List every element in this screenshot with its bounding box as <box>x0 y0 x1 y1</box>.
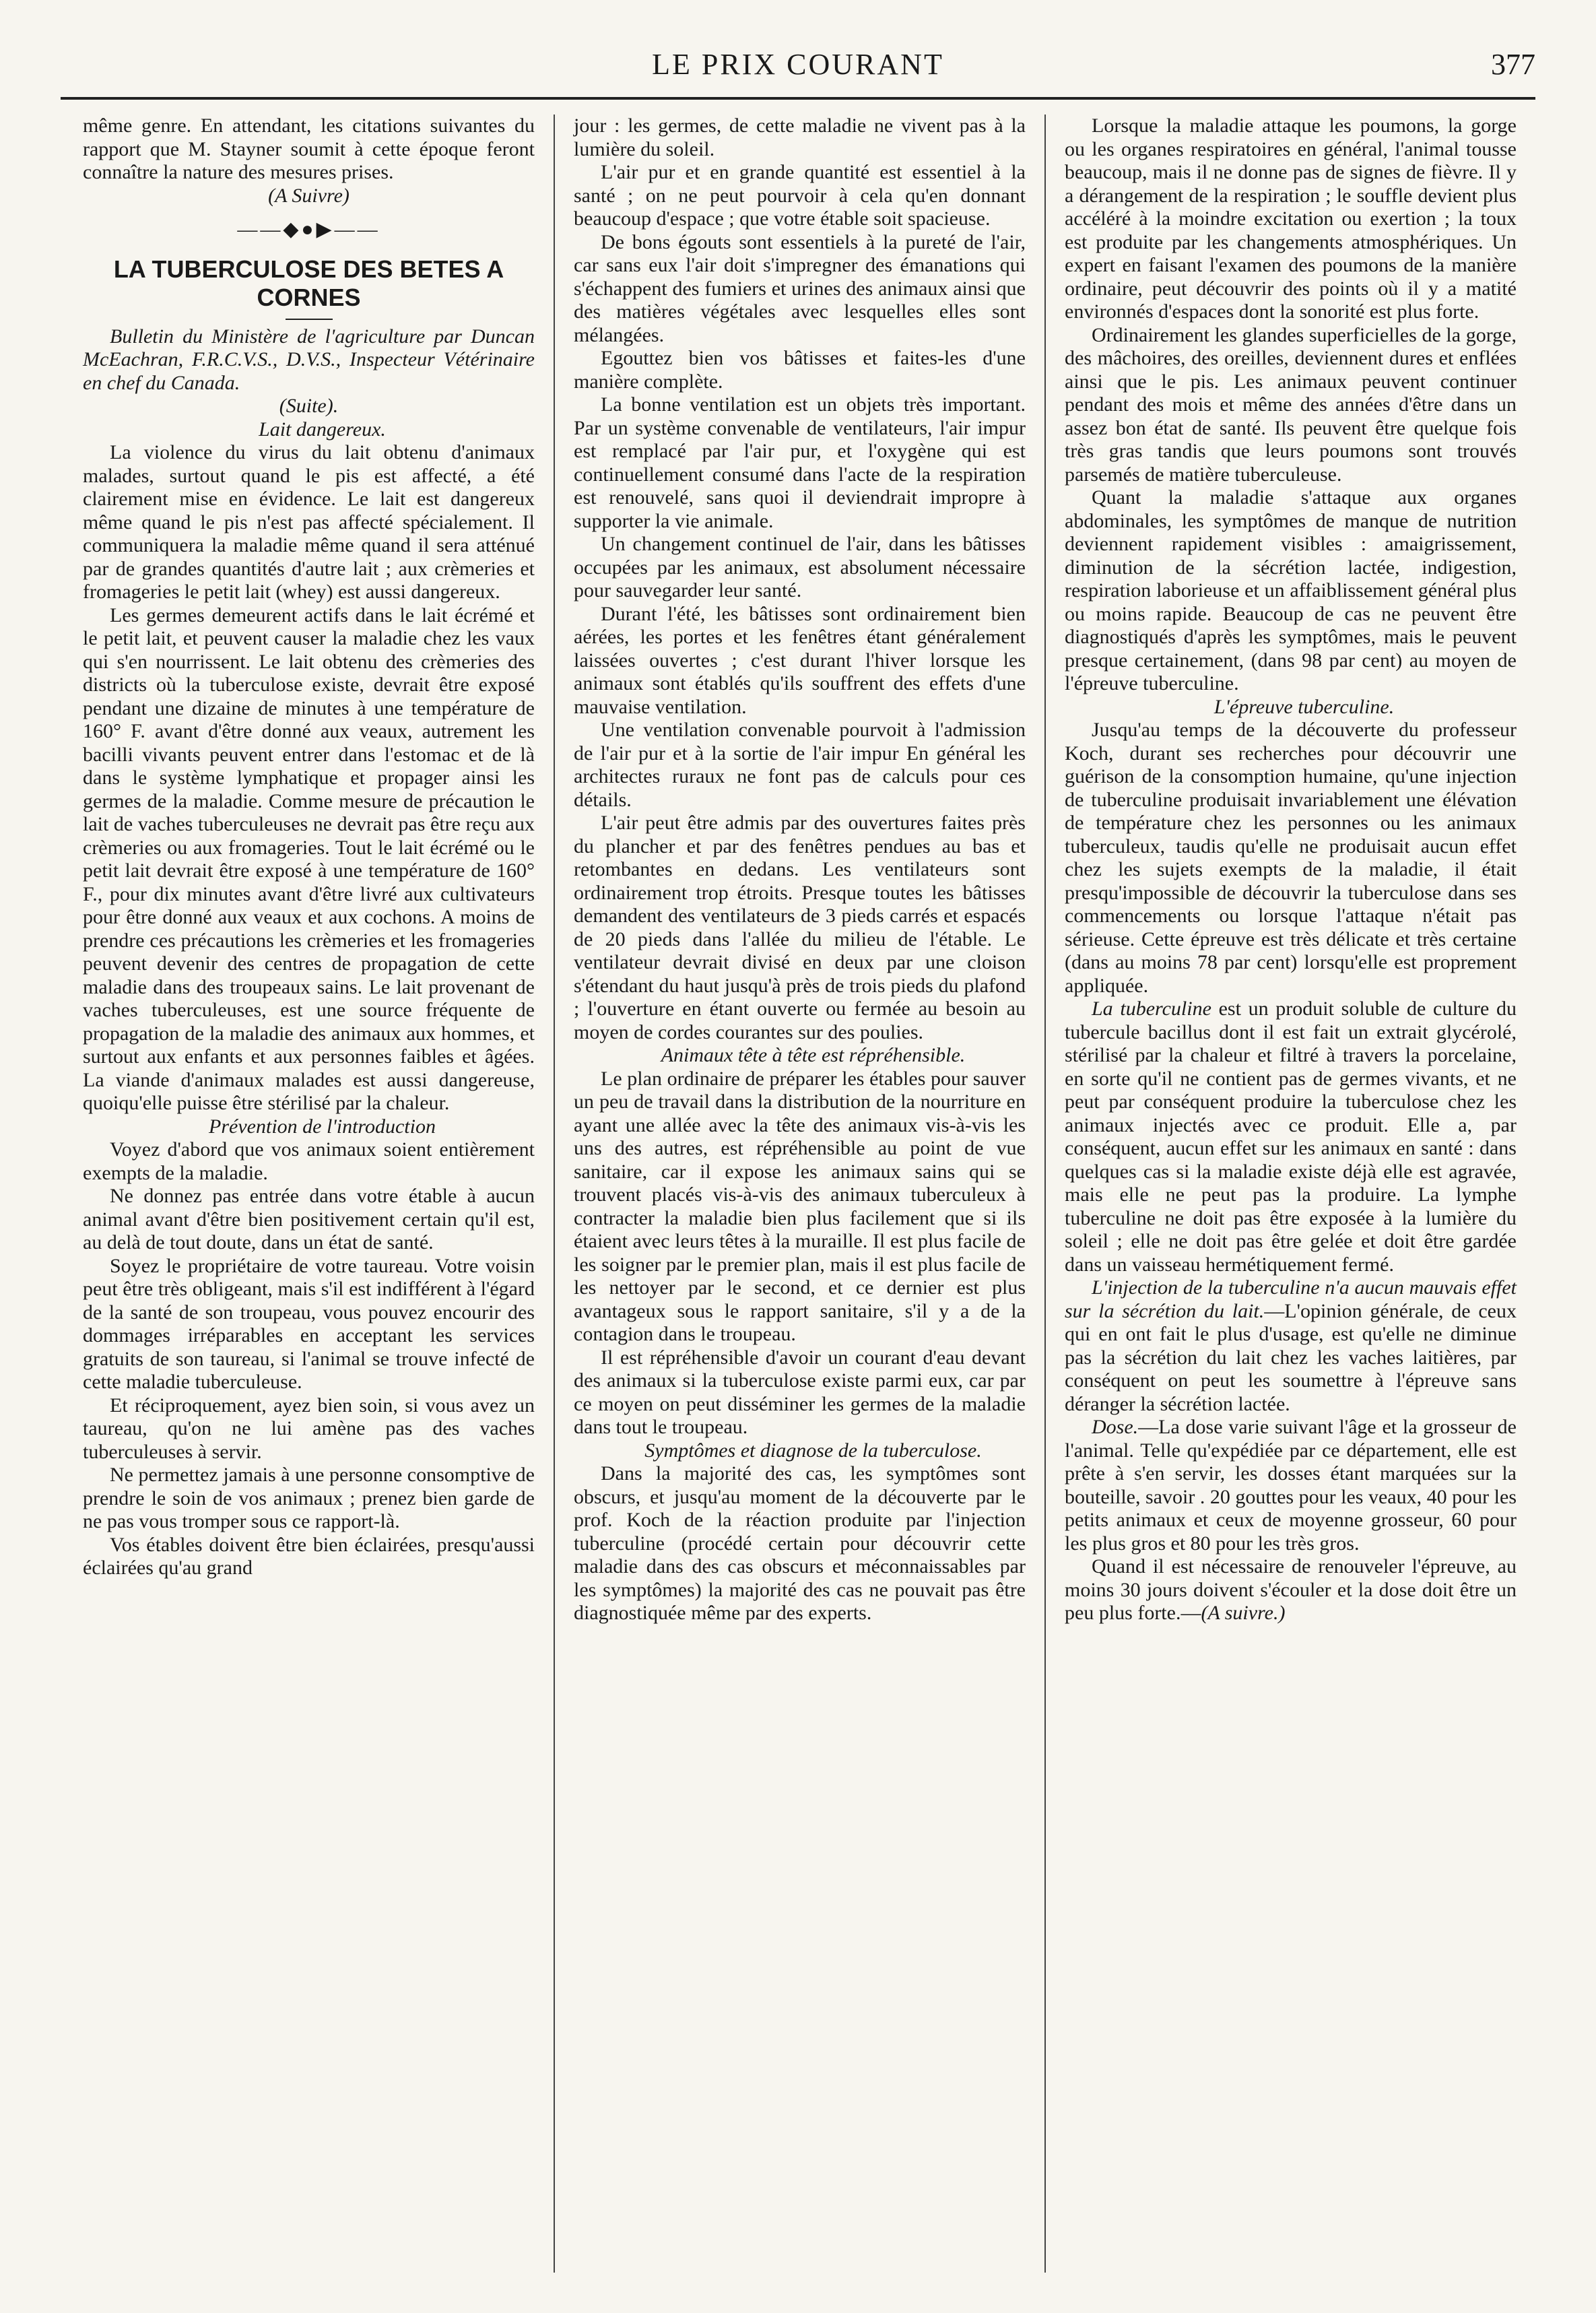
continued-note: (A Suivre) <box>268 184 350 207</box>
lead-in: L'injection de la tuberculine n'a aucun mauvais effet sur la sécrétion du lait. <box>1065 1276 1517 1322</box>
paragraph: Egouttez bien vos bâtisses et faites-les d'une manière complète. <box>574 347 1026 393</box>
paragraph <box>1065 1276 1517 1416</box>
title-rule <box>286 319 333 320</box>
paragraph: De bons égouts sont essentiels à la pureté de l'air, car sans eux l'air doit s'impregner des émanations qui s'échappent des fumiers et urines des animaux ainsi que des matières végétales avec lesquelles elles sont mélangées. <box>574 230 1026 346</box>
paragraph <box>1065 1416 1517 1555</box>
subheading: Animaux tête à tête est répréhensible. <box>661 1044 966 1066</box>
article-byline: Bulletin du Ministère de l'agriculture par Duncan McEachran, F.R.C.V.S., D.V.S., Inspecteur Vétérinaire en chef du Canada. <box>83 325 535 394</box>
column-2 <box>554 115 1044 2273</box>
paragraph <box>1065 998 1517 1276</box>
paragraph: La violence du virus du lait obtenu d'animaux malades, surtout quand le pis est affecté, a été clairement mise en évidence. Le lait est dangereux même quand le pis n'est pas affecté spécialement. Il communiquera la maladie même quand il sera atténué par de grandes quantités d'autre lait ; aux crèmeries et fromageries le petit lait (whey) est aussi dangereux. <box>83 441 535 603</box>
lead-in: Dose. <box>1092 1416 1139 1438</box>
paragraph <box>1065 1555 1517 1625</box>
lead-in: La tuberculine <box>1092 998 1211 1020</box>
page-header <box>61 42 1535 89</box>
paragraph: Et réciproquement, ayez bien soin, si vous avez un taureau, qu'on ne lui amène pas des vaches tuberculeuses à servir. <box>83 1394 535 1463</box>
paragraph-text: —L'opinion générale, de ceux qui en ont fait le plus d'usage, est qu'elle ne diminue pas la sécrétion du lait chez les vaches laitières, par conséquent on peut les soumettre à l'épreuve sans déranger la sécrétion lactée. <box>1065 1299 1517 1415</box>
page-number: 377 <box>1491 48 1535 81</box>
paragraph: Durant l'été, les bâtisses sont ordinairement bien aérées, les portes et les fenêtres étant généralement laissées ouvertes ; c'est durant l'hiver lorsque les animaux sont établés qu'ils souffrent des effets d'une mauvaise ventilation. <box>574 602 1026 718</box>
column-1 <box>64 115 554 2273</box>
paragraph: L'air peut être admis par des ouvertures faites près du plancher et par des fenêtres pendues au bas et retombantes en dedans. Les ventilateurs sont ordinairement trop étroits. Presque toutes les bâtisses demandent des ventilateurs de 3 pieds carrés et espacés de 20 pieds dans l'allée du milieu de l'étable. Le ventilateur devrait divisé en deux par une cloison s'étendant du haut jusqu'à près de trois pieds du plafond ; l'ouverture en étant ouverte ou fermée au besoin au moyen de cordes courantes sur des poulies. <box>574 812 1026 1043</box>
paragraph: Voyez d'abord que vos animaux soient entièrement exempts de la maladie. <box>83 1138 535 1184</box>
paragraph: Le plan ordinaire de préparer les étables pour sauver un peu de travail dans la distribution de la nourriture en ayant une allée avec la tête des animaux vis-à-vis les uns des autres, est répréhensible au point de vue sanitaire, car il expose les animaux sains qui se trouvent placés vis-à-vis des animaux tuberculeux à contracter la maladie bien plus facilement que si ils étaient avec leurs têtes à la muraille. Il est plus facile de les soigner par le premier plan, mais il est plus facile de les nettoyer par le second, et ce dernier est plus avantageux sous le rapport sanitaire, s'il y a de la contagion dans le troupeau. <box>574 1067 1026 1345</box>
paragraph: Jusqu'au temps de la découverte du professeur Koch, durant ses recherches pour découvrir une guérison de la consomption humaine, qu'une injection de tuberculine produisait invariablement une élévation de température chez les personnes ou les animaux tuberculeux, taudis qu'elle ne produisait aucun effet chez les sujets exempts de la maladie, il était presqu'impossible de découvrir la tuberculose dans ses commencements ou lorsque l'attaque n'était pas sérieuse. Cette épreuve est très délicate et très certaine (dans au moins 78 par cent) lorsqu'elle est proprement appliquée. <box>1065 719 1517 997</box>
continued-note: (A suivre.) <box>1201 1602 1286 1624</box>
paragraph: Quant la maladie s'attaque aux organes abdominales, les symptômes de manque de nutrition deviennent rapidement visibles : amaigrissement, diminution de la sécrétion lactée, indigestion, respiration laborieuse et un affaiblissement général plus ou moins rapide. Beaucoup de cas ne peuvent être diagnostiqués d'après les symptômes, mais le peuvent presque certainement, (dans 98 par cent) au moyen de l'épreuve tuberculine. <box>1065 486 1517 694</box>
paragraph: Les germes demeurent actifs dans le lait écrémé et le petit lait, et peuvent causer la maladie chez les vaux qui s'en nourrissent. Le lait obtenu des crèmeries des districts où la tuberculose existe, devrait être exposé pendant une dizaine de minutes à une température de 160° F. avant d'être donné aux veaux, autrement les bacilli vivants peuvent entrer dans l'estomac et de là dans le système lymphatique et propager ainsi les germes de la maladie. Comme mesure de précaution le lait de vaches tuberculeuses ne devrait pas être reçu aux crèmeries ou aux fromageries. Tout le lait écrémé ou le petit lait devrait être exposé à une température de 160° F., pour dix minutes avant d'être livré aux cultivateurs pour être donné aux veaux et aux cochons. A moins de prendre ces précautions les crèmeries et les fromageries peuvent devenir des centres de propagation de cette maladie dans des troupeaux sains. Le lait provenant de vaches tuberculeuses, est une source fréquente de propagation de la maladie des animaux aux hommes, et surtout aux enfants et aux personnes faibles et âgées. La viande d'animaux malades est aussi dangereuse, quoiqu'elle puisse être stérilisé par la chaleur. <box>83 604 535 1114</box>
paragraph: même genre. En attendant, les citations suivantes du rapport que M. Stayner soumit à cette époque feront connaître la nature des mesures prises. <box>83 115 535 183</box>
publication-title: LE PRIX COURANT <box>652 48 944 81</box>
paragraph: Dans la majorité des cas, les symptômes sont obscurs, et jusqu'au moment de la découverte par le prof. Koch de la réaction produite par l'injection tuberculine (procédé certain pour découvrir cette maladie dans des cas obscurs et méconnaissables par les symptômes) la majorité des cas ne pouvait pas être diagnostiquée même par des experts. <box>574 1462 1026 1624</box>
paragraph: Une ventilation convenable pourvoit à l'admission de l'air pur et à la sortie de l'air impur En général les architectes ruraux ne font pas de calculs pour ces détails. <box>574 719 1026 811</box>
paragraph: Il est répréhensible d'avoir un courant d'eau devant des animaux si la tuberculose existe parmi eux, car par ce moyen on peut disséminer les germes de la maladie dans tout le troupeau. <box>574 1346 1026 1438</box>
paragraph: La bonne ventilation est un objets très important. Par un système convenable de ventilateurs, l'air impur est remplacé par l'air pur, et l'oxygène qui est continuellement consumé dans l'acte de la respiration est renouvelé, sans quoi il deviendrait impropre à supporter la vie animale. <box>574 393 1026 532</box>
paragraph: Un changement continuel de l'air, dans les bâtisses occupées par les animaux, est absolument nécessaire pour sauvegarder leur santé. <box>574 533 1026 601</box>
subheading: Symptômes et diagnose de la tuberculose. <box>644 1439 982 1462</box>
paragraph: Lorsque la maladie attaque les poumons, la gorge ou les organes respiratoires en général, l'animal tousse beaucoup, mais il ne donne pas de signes de fièvre. Il y a dérangement de la respiration ; le souffle devient plus accéléré à la moindre excitation ou exertion ; la toux est produite par les changements atmosphériques. Un expert en faisant l'examen des poumons de la manière ordinaire, peut découvrir des points où il y a matité environnés d'espaces dont la sonorité est plus forte. <box>1065 115 1517 323</box>
paragraph: Ne donnez pas entrée dans votre étable à aucun animal avant d'être bien positivement certain qu'il est, au delà de tout doute, dans un état de santé. <box>83 1185 535 1253</box>
paragraph: Vos étables doivent être bien éclairées, presqu'aussi éclairées qu'au grand <box>83 1533 535 1579</box>
subheading: L'épreuve tuberculine. <box>1213 695 1395 718</box>
paragraph-text: —La dose varie suivant l'âge et la grosseur de l'animal. Telle qu'expédiée par ce département, elle est prête à s'en servir, les dosses étant marquées sur la bouteille, savoir . 20 gouttes pour les veaux, 40 pour les petits animaux et ceux de moyenne grosseur, 60 pour les plus gros et 80 pour les très gros. <box>1065 1416 1517 1555</box>
column-3 <box>1044 115 1535 2273</box>
paragraph: Soyez le propriétaire de votre taureau. Votre voisin peut être très obligeant, mais s'il est indifférent à l'égard de la santé de son troupeau, vous pouvez encourir des dommages irréparables en acceptant les services gratuits de son taureau, si l'animal se trouve infecté de cette maladie tuberculeuse. <box>83 1254 535 1393</box>
article-title: LA TUBERCULOSE DES BETES A CORNES <box>113 255 504 311</box>
suite-note: (Suite). <box>279 395 339 417</box>
paragraph: Ne permettez jamais à une personne consomptive de prendre le soin de vos animaux ; prenez bien garde de ne pas vous tromper sous ce rapport-là. <box>83 1464 535 1532</box>
subheading: Lait dangereux. <box>259 418 386 441</box>
text-columns <box>64 115 1535 2273</box>
paragraph-text: Quand il est nécessaire de renouveler l'épreuve, au moins 30 jours doivent s'écouler et la dose doit être un peu plus forte.— <box>1065 1555 1517 1624</box>
paragraph: Ordinairement les glandes superficielles de la gorge, des mâchoires, des oreilles, deviennent dures et enflées ainsi que le pis. Les animaux peuvent continuer pendant des mois et même des années d'être dans un assez bon état de santé. Ils peuvent être quelque fois très gras tandis que leurs poumons sont trouvés parsemés de matière tuberculeuse. <box>1065 323 1517 486</box>
header-rule <box>61 97 1535 100</box>
paragraph-text: est un produit soluble de culture du tubercule bacillus dont il est fait un extrait glycérolé, stérilisé par la chaleur et filtré à travers la porcelaine, en sorte qu'il ne contient pas de germes vivants, et ne peut par conséquent produire la tuberculose chez les animaux injectés avec ce produit. Elle a, par conséquent, aucun effet sur les animaux en santé : dans quelques cas si la maladie existe déjà elle est agravée, mais elle ne peut pas la produire. La lymphe tuberculine ne doit pas être exposée à la lumière du soleil ; elle ne doit pas être gelée et doit être gardée dans un vaisseau hermétiquement fermé. <box>1065 998 1517 1276</box>
paragraph: jour : les germes, de cette maladie ne vivent pas à la lumière du soleil. <box>574 115 1026 160</box>
separator-ornament: ——◆●▶—— <box>237 218 380 240</box>
paragraph: L'air pur et en grande quantité est essentiel à la santé ; on ne peut pourvoir à cela qu'en donnant beaucoup d'espace ; que votre étable soit spacieuse. <box>574 161 1026 230</box>
subheading: Prévention de l'introduction <box>209 1115 436 1138</box>
